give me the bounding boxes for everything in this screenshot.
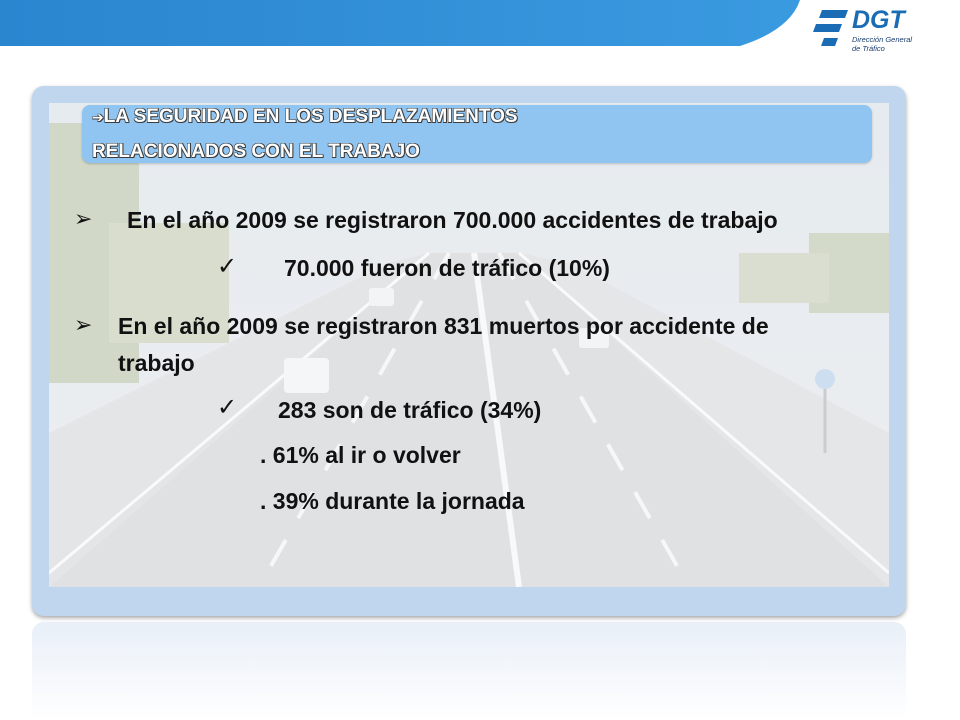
dgt-logo-icon [812,6,852,50]
detail-workday: . 39% durante la jornada [260,488,525,514]
section-title-line1: LA SEGURIDAD EN LOS DESPLAZAMIENTOS [103,106,518,127]
logo-subtitle-line2: de Tráfico [852,43,885,53]
sub-bullet-traffic-deaths: 283 son de tráfico (34%) [278,397,542,423]
bullet-accidents: En el año 2009 se registraron 700.000 accidentes de trabajo [127,207,778,233]
detail-commuting: . 61% al ir o volver [260,442,461,468]
title-arrow-icon: ➔ [92,109,104,125]
bullet-deaths-line1: En el año 2009 se registraron 831 muertos por accidente de [118,313,769,339]
logo-subtitle [852,36,952,53]
check-icon: ✓ [217,394,238,421]
frame-reflection [32,622,906,720]
bullet-arrow-icon: ➢ [74,312,93,337]
bullet-arrow-icon: ➢ [74,206,93,231]
section-title-bar [82,105,872,163]
section-title-line2: RELACIONADOS CON EL TRABAJO [92,141,420,162]
logo-text: DGT [852,6,905,34]
sub-bullet-traffic-accidents: 70.000 fueron de tráfico (10%) [284,255,610,281]
bullet-deaths-line2: trabajo [118,350,195,376]
check-icon: ✓ [217,253,238,280]
logo-subtitle-line1: Dirección General [852,35,913,44]
dgt-logo [812,6,952,62]
